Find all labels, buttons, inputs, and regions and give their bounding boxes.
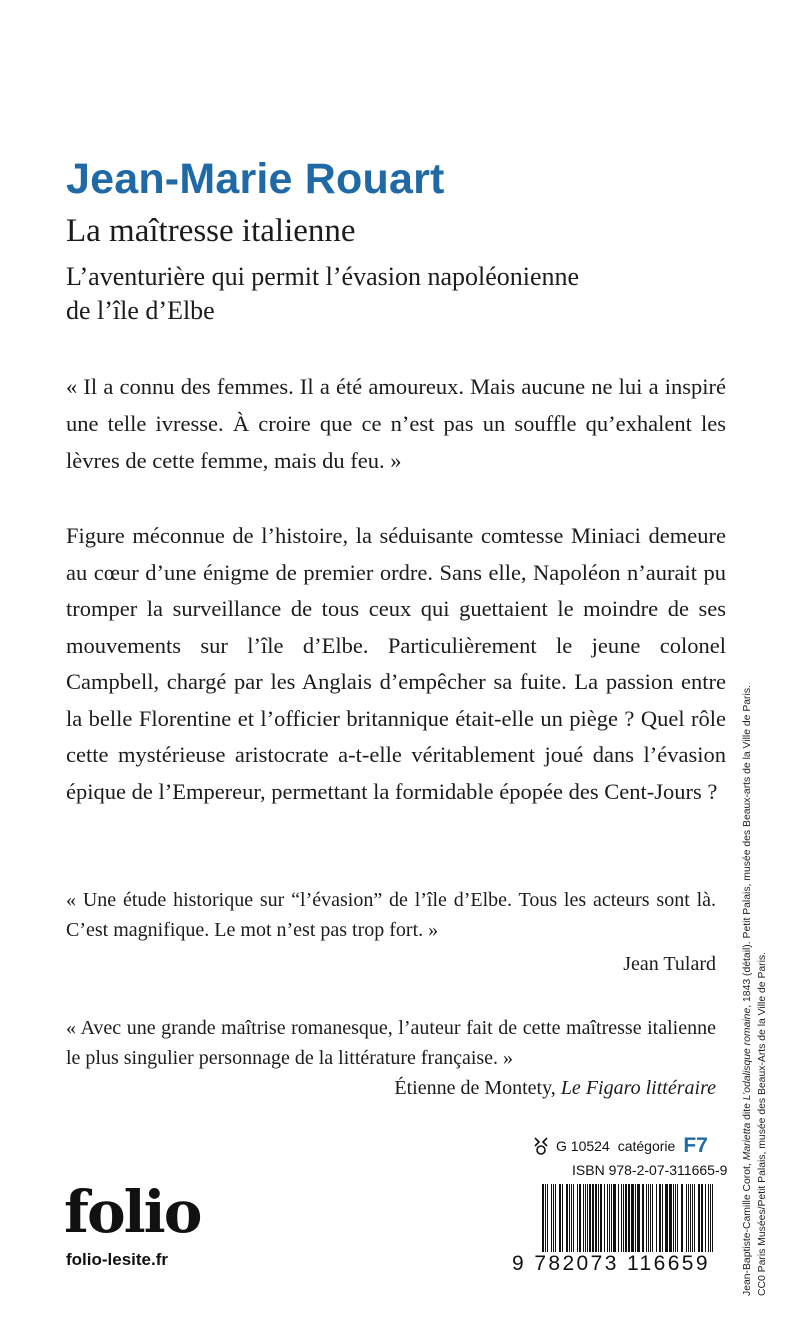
barcode-bar (611, 1184, 612, 1252)
isbn: ISBN 978-2-07-311665-9 (572, 1162, 728, 1178)
catalog-line (532, 1134, 708, 1158)
review-2-author: Étienne de Montety, (394, 1077, 556, 1099)
barcode-bar (562, 1184, 563, 1252)
review-quote-2: « Avec une grande maîtrise romanesque, l’auteur fait de cette maîtresse italienne le plus singulier personnage de la littérature française. » (66, 1017, 716, 1069)
review-attribution-2 (394, 1077, 716, 1100)
barcode-bar (669, 1184, 672, 1252)
barcode-bar (573, 1184, 574, 1252)
barcode-bar (710, 1184, 711, 1252)
barcode-bar (551, 1184, 552, 1252)
barcode-bar (625, 1184, 627, 1252)
review-attribution-1: Jean Tulard (623, 953, 716, 975)
barcode (540, 1184, 716, 1252)
barcode-bar (688, 1184, 689, 1252)
excerpt-quote: « Il a connu des femmes. Il a été amoureux. Mais aucune ne lui a inspiré une telle ivresse. À croire que ce n’est pas un souffle qu’exhalent les lèvres de cette femme, mais du feu. » (66, 374, 726, 473)
barcode-bar (694, 1184, 695, 1252)
barcode-bar (589, 1184, 591, 1252)
credit-work: Marietta (742, 1122, 753, 1161)
barcode-bar (692, 1184, 693, 1252)
barcode-bar (656, 1184, 657, 1252)
barcode-bar (587, 1184, 588, 1252)
barcode-bar (701, 1184, 703, 1252)
barcode-bar (604, 1184, 605, 1252)
back-cover-blurb: Figure méconnue de l’histoire, la séduisante comtesse Miniaci demeure au cœur d’une énigme de premier ordre. Sans elle, Napoléon n’aurait pu tromper la surveillance de tous ceux qui guettaient le moindre de ses mouvements sur l’île d’Elbe. Particulièrement le jeune colonel Campbell, chargé par les Anglais d’empêcher sa fuite. La passion entre la belle Florentine et l’officier britannique était-elle un piège ? Quel rôle cette mystérieuse aristocrate a-t-elle véritablement joué dans l’évasion épique de l’Empereur, permettant la formidable épopée des Cent-Jours ? (66, 523, 726, 804)
barcode-bar (650, 1184, 651, 1252)
category-value: F7 (683, 1134, 708, 1157)
barcode-bar (631, 1184, 634, 1252)
credit-dite: dite (742, 1100, 753, 1123)
barcode-digits: 9 782073 116659 (512, 1252, 710, 1275)
barcode-bar (708, 1184, 709, 1252)
barcode-bar (569, 1184, 570, 1252)
barcode-bar (642, 1184, 644, 1252)
barcode-bar (545, 1184, 546, 1252)
barcode-bar (598, 1184, 599, 1252)
barcode-bar (566, 1184, 568, 1252)
barcode-bar (613, 1184, 616, 1252)
credit-alt-title: L’odalisque romaine (742, 1007, 753, 1101)
barcode-bar (607, 1184, 608, 1252)
barcode-bar (571, 1184, 572, 1252)
barcode-bar (686, 1184, 687, 1252)
barcode-bar (542, 1184, 544, 1252)
book-subtitle (66, 260, 726, 328)
barcode-bar (712, 1184, 713, 1252)
barcode-bar (681, 1184, 683, 1252)
folio-g-icon (532, 1136, 550, 1156)
barcode-bar (673, 1184, 674, 1252)
barcode-bar (677, 1184, 678, 1252)
barcode-bar (698, 1184, 700, 1252)
barcode-bar (637, 1184, 640, 1252)
barcode-bar (595, 1184, 597, 1252)
subtitle-line-1: L’aventurière qui permit l’évasion napoléonienne (66, 262, 580, 291)
barcode-bar (609, 1184, 610, 1252)
review-quote-1: « Une étude historique sur “l’évasion” de l’île d’Elbe. Tous les acteurs sont là. C’est magnifique. Le mot n’est pas trop fort. » (66, 889, 716, 941)
folio-logo: folio (64, 1178, 201, 1246)
barcode-bar (618, 1184, 619, 1252)
barcode-bar (579, 1184, 581, 1252)
barcode-bar (592, 1184, 594, 1252)
image-credit-line-1 (742, 685, 753, 1296)
barcode-bar (585, 1184, 586, 1252)
barcode-bar (705, 1184, 706, 1252)
barcode-bar (659, 1184, 661, 1252)
barcode-bar (547, 1184, 548, 1252)
credit-prefix: Jean-Baptiste-Camille Corot, (742, 1160, 753, 1296)
barcode-bar (662, 1184, 663, 1252)
barcode-bar (628, 1184, 630, 1252)
publisher-website: folio-lesite.fr (66, 1250, 169, 1269)
barcode-bar (665, 1184, 668, 1252)
barcode-bar (577, 1184, 578, 1252)
barcode-bar (652, 1184, 653, 1252)
barcode-bar (555, 1184, 556, 1252)
barcode-bar (621, 1184, 622, 1252)
barcode-bar (583, 1184, 584, 1252)
book-author: Jean-Marie Rouart (66, 155, 445, 203)
barcode-bar (559, 1184, 561, 1252)
barcode-bar (553, 1184, 554, 1252)
barcode-bar (690, 1184, 691, 1252)
barcode-bar (646, 1184, 647, 1252)
image-credit-line-2: CC0 Paris Musées/Petit Palais, musée des Beaux-Arts de la Ville de Paris. (757, 951, 768, 1296)
barcode-bar (648, 1184, 649, 1252)
catalog-code: G 10524 (556, 1138, 610, 1154)
review-2-publication: Le Figaro littéraire (560, 1077, 716, 1099)
barcode-bar (600, 1184, 602, 1252)
subtitle-line-2: de l’île d’Elbe (66, 296, 215, 325)
barcode-bar (623, 1184, 624, 1252)
book-title: La maîtresse italienne (66, 213, 356, 249)
credit-suffix: , 1843 (détail). Petit Palais, musée des Beaux-arts de la Ville de Paris. (742, 685, 753, 1008)
barcode-bar (635, 1184, 636, 1252)
category-label: catégorie (617, 1138, 676, 1154)
barcode-bar (675, 1184, 676, 1252)
